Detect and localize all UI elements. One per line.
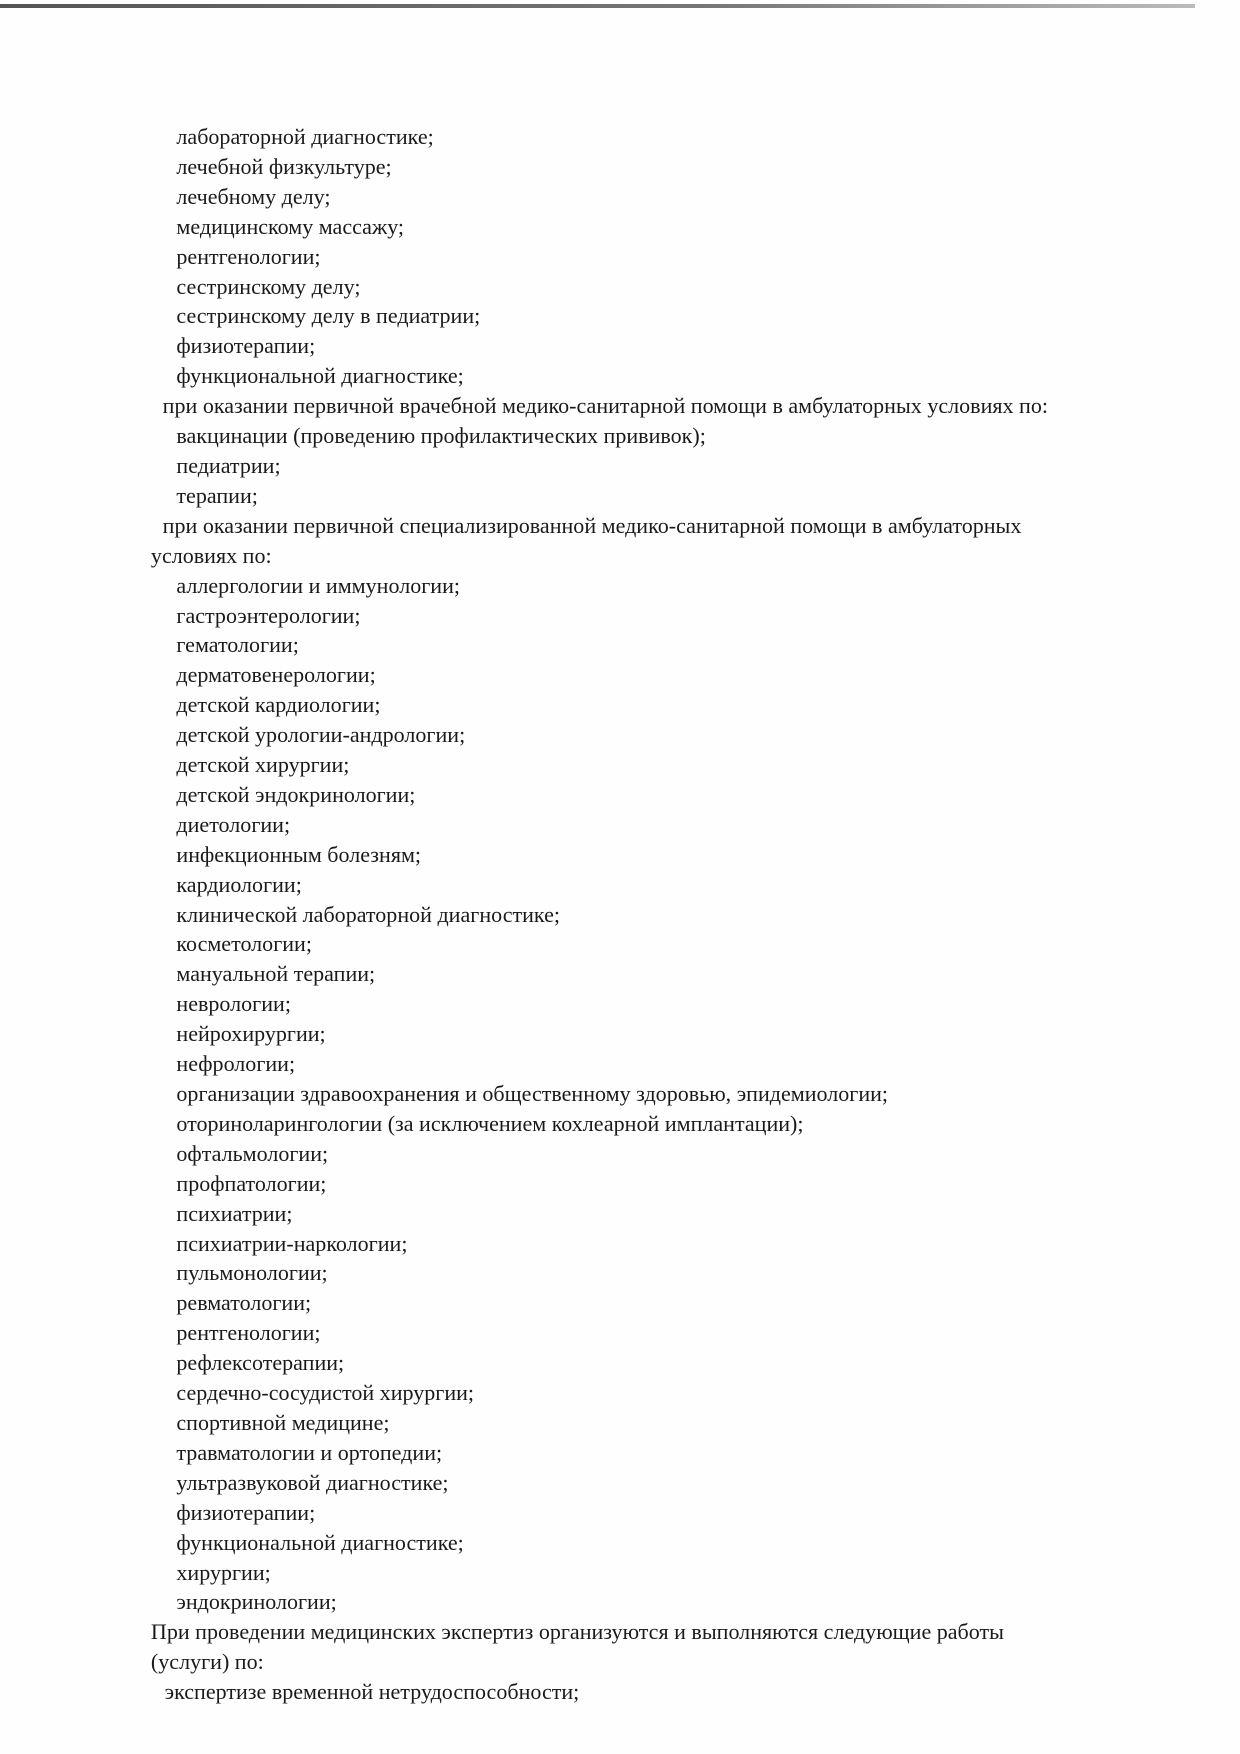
list-item: функциональной диагностике; <box>176 1529 464 1555</box>
list-item: физиотерапии; <box>176 1499 316 1525</box>
list-item: сердечно-сосудистой хирургии; <box>176 1380 475 1406</box>
list-item: нефрологии; <box>176 1051 296 1077</box>
list-item: сестринскому делу; <box>176 273 361 299</box>
list-item: детской эндокринологии; <box>176 781 416 807</box>
section-heading: при оказании первичной специализированной медико-санитарной помощи в амбулаторных <box>162 512 1022 538</box>
list-item: организации здравоохранения и общественному здоровью, эпидемиологии; <box>176 1081 889 1106</box>
list-item: детской кардиологии; <box>176 692 381 718</box>
list-item: хирургии; <box>176 1559 271 1585</box>
list-item: терапии; <box>176 482 258 508</box>
paragraph-line: (услуги) по: <box>150 1649 264 1675</box>
list-item: рентгенологии; <box>176 243 321 269</box>
list-item: лечебной физкультуре; <box>176 153 392 179</box>
list-item: физиотерапии; <box>176 333 316 359</box>
list-item: мануальной терапии; <box>176 961 376 987</box>
list-item: гематологии; <box>176 632 299 658</box>
list-item: офтальмологии; <box>176 1140 329 1166</box>
list-item: психиатрии; <box>176 1200 293 1226</box>
list-item: вакцинации (проведению профилактических прививок); <box>176 423 706 449</box>
list-item: спортивной медицине; <box>176 1409 390 1435</box>
list-item: пульмонологии; <box>176 1260 328 1286</box>
list-item: сестринскому делу в педиатрии; <box>176 303 481 329</box>
list-item: медицинскому массажу; <box>176 213 405 239</box>
list-item: экспертизе временной нетрудоспособности; <box>164 1679 580 1705</box>
list-item: эндокринологии; <box>176 1589 337 1615</box>
list-item: клинической лабораторной диагностике; <box>176 901 560 927</box>
list-item: кардиологии; <box>176 871 302 897</box>
document-body <box>0 122 1240 1707</box>
list-item: неврологии; <box>176 991 291 1017</box>
list-item: травматологии и ортопедии; <box>176 1439 443 1465</box>
list-item: косметологии; <box>176 931 312 957</box>
paragraph-line: При проведении медицинских экспертиз организуются и выполняются следующие работы <box>150 1619 1004 1645</box>
section-heading: условиях по: <box>150 542 272 568</box>
list-item: рефлексотерапии; <box>176 1350 345 1376</box>
list-item: ревматологии; <box>176 1290 312 1316</box>
list-item: ультразвуковой диагностике; <box>176 1469 449 1495</box>
list-item: инфекционным болезням; <box>176 841 422 867</box>
list-item: функциональной диагностике; <box>176 363 464 389</box>
list-item: дерматовенерологии; <box>176 662 376 688</box>
list-item: диетологии; <box>176 811 291 837</box>
list-item: детской хирургии; <box>176 752 350 778</box>
list-item: педиатрии; <box>176 452 281 478</box>
list-item: гастроэнтерологии; <box>176 602 361 628</box>
list-item: профпатологии; <box>176 1170 327 1196</box>
section-heading: при оказании первичной врачебной медико-санитарной помощи в амбулаторных условиях по: <box>162 393 1049 419</box>
list-item: психиатрии-наркологии; <box>176 1230 408 1256</box>
list-item: нейрохирургии; <box>176 1021 326 1047</box>
list-item: детской урологии-андрологии; <box>176 722 466 748</box>
list-item: рентгенологии; <box>176 1320 321 1346</box>
list-item: лечебному делу; <box>176 183 331 209</box>
list-item: оториноларингологии (за исключением кохлеарной имплантации); <box>176 1110 804 1136</box>
list-item: аллергологии и иммунологии; <box>176 572 461 598</box>
list-item: лабораторной диагностике; <box>176 124 434 149</box>
scan-edge-line <box>0 4 1195 8</box>
